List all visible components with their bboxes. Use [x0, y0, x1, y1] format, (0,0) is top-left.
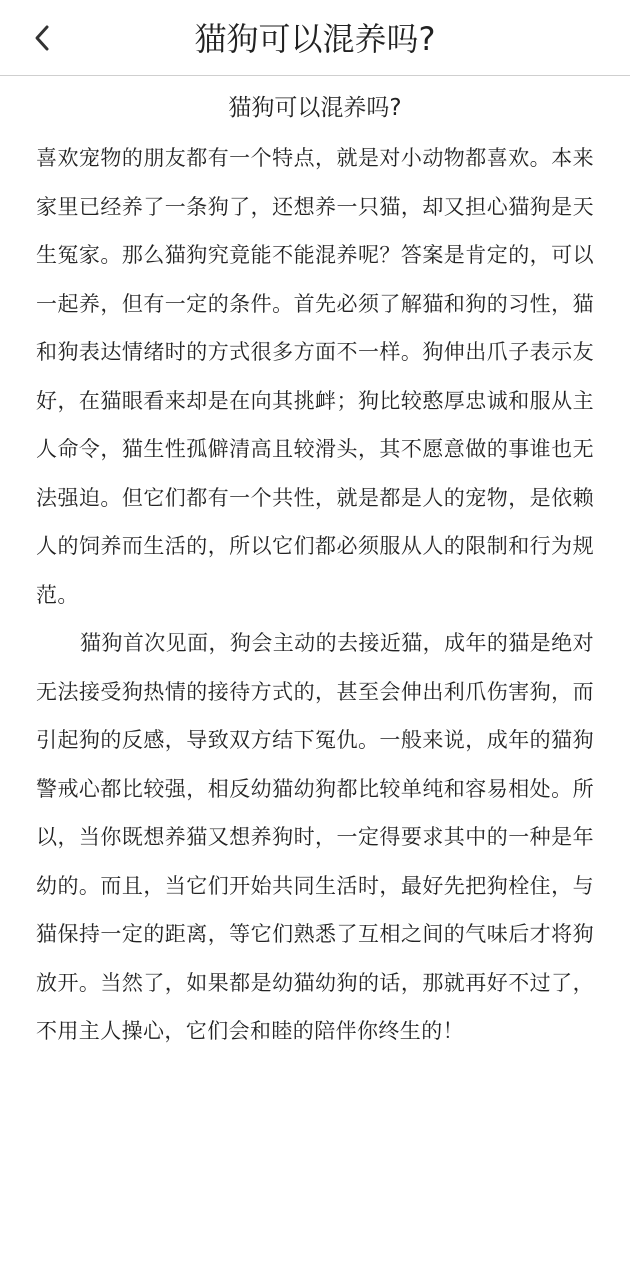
page-title: 猫狗可以混养吗?	[194, 20, 436, 58]
article-title: 猫狗可以混养吗?	[228, 95, 402, 121]
top-navigation-bar	[0, 0, 630, 76]
article-paragraph-1: 喜欢宠物的朋友都有一个特点，就是对小动物都喜欢。本来家里已经养了一条狗了，还想养一只猫，却又担心猫狗是天生冤家。那么猫狗究竟能不能混养呢？答案是肯定的，可以一起养，但有一定的条件。首先必须了解猫和狗的习性，猫和狗表达情绪时的方式很多方面不一样。狗伸出爪子表示友好，在猫眼看来却是在向其挑衅；狗比较憨厚忠诚和服从主人命令，猫生性孤僻清高且较滑头，其不愿意做的事谁也无法强迫。但它们都有一个共性，就是都是人的宠物，是依赖人的饲养而生活的，所以它们都必须服从人的限制和行为规范。	[36, 146, 594, 607]
back-button[interactable]	[20, 14, 64, 62]
chevron-left-icon	[30, 22, 54, 54]
article-paragraph-2: 猫狗首次见面，狗会主动的去接近猫，成年的猫是绝对无法接受狗热情的接待方式的，甚至会伸出利爪伤害狗，而引起狗的反感，导致双方结下冤仇。一般来说，成年的猫狗警戒心都比较强，相反幼猫幼狗都比较单纯和容易相处。所以，当你既想养猫又想养狗时，一定得要求其中的一种是年幼的。而且，当它们开始共同生活时，最好先把狗栓住，与猫保持一定的距离，等它们熟悉了互相之间的气味后才将狗放开。当然了，如果都是幼猫幼狗的话，那就再好不过了，不用主人操心，它们会和睦的陪伴你终生的！	[36, 631, 594, 1043]
article-content	[36, 82, 594, 1056]
